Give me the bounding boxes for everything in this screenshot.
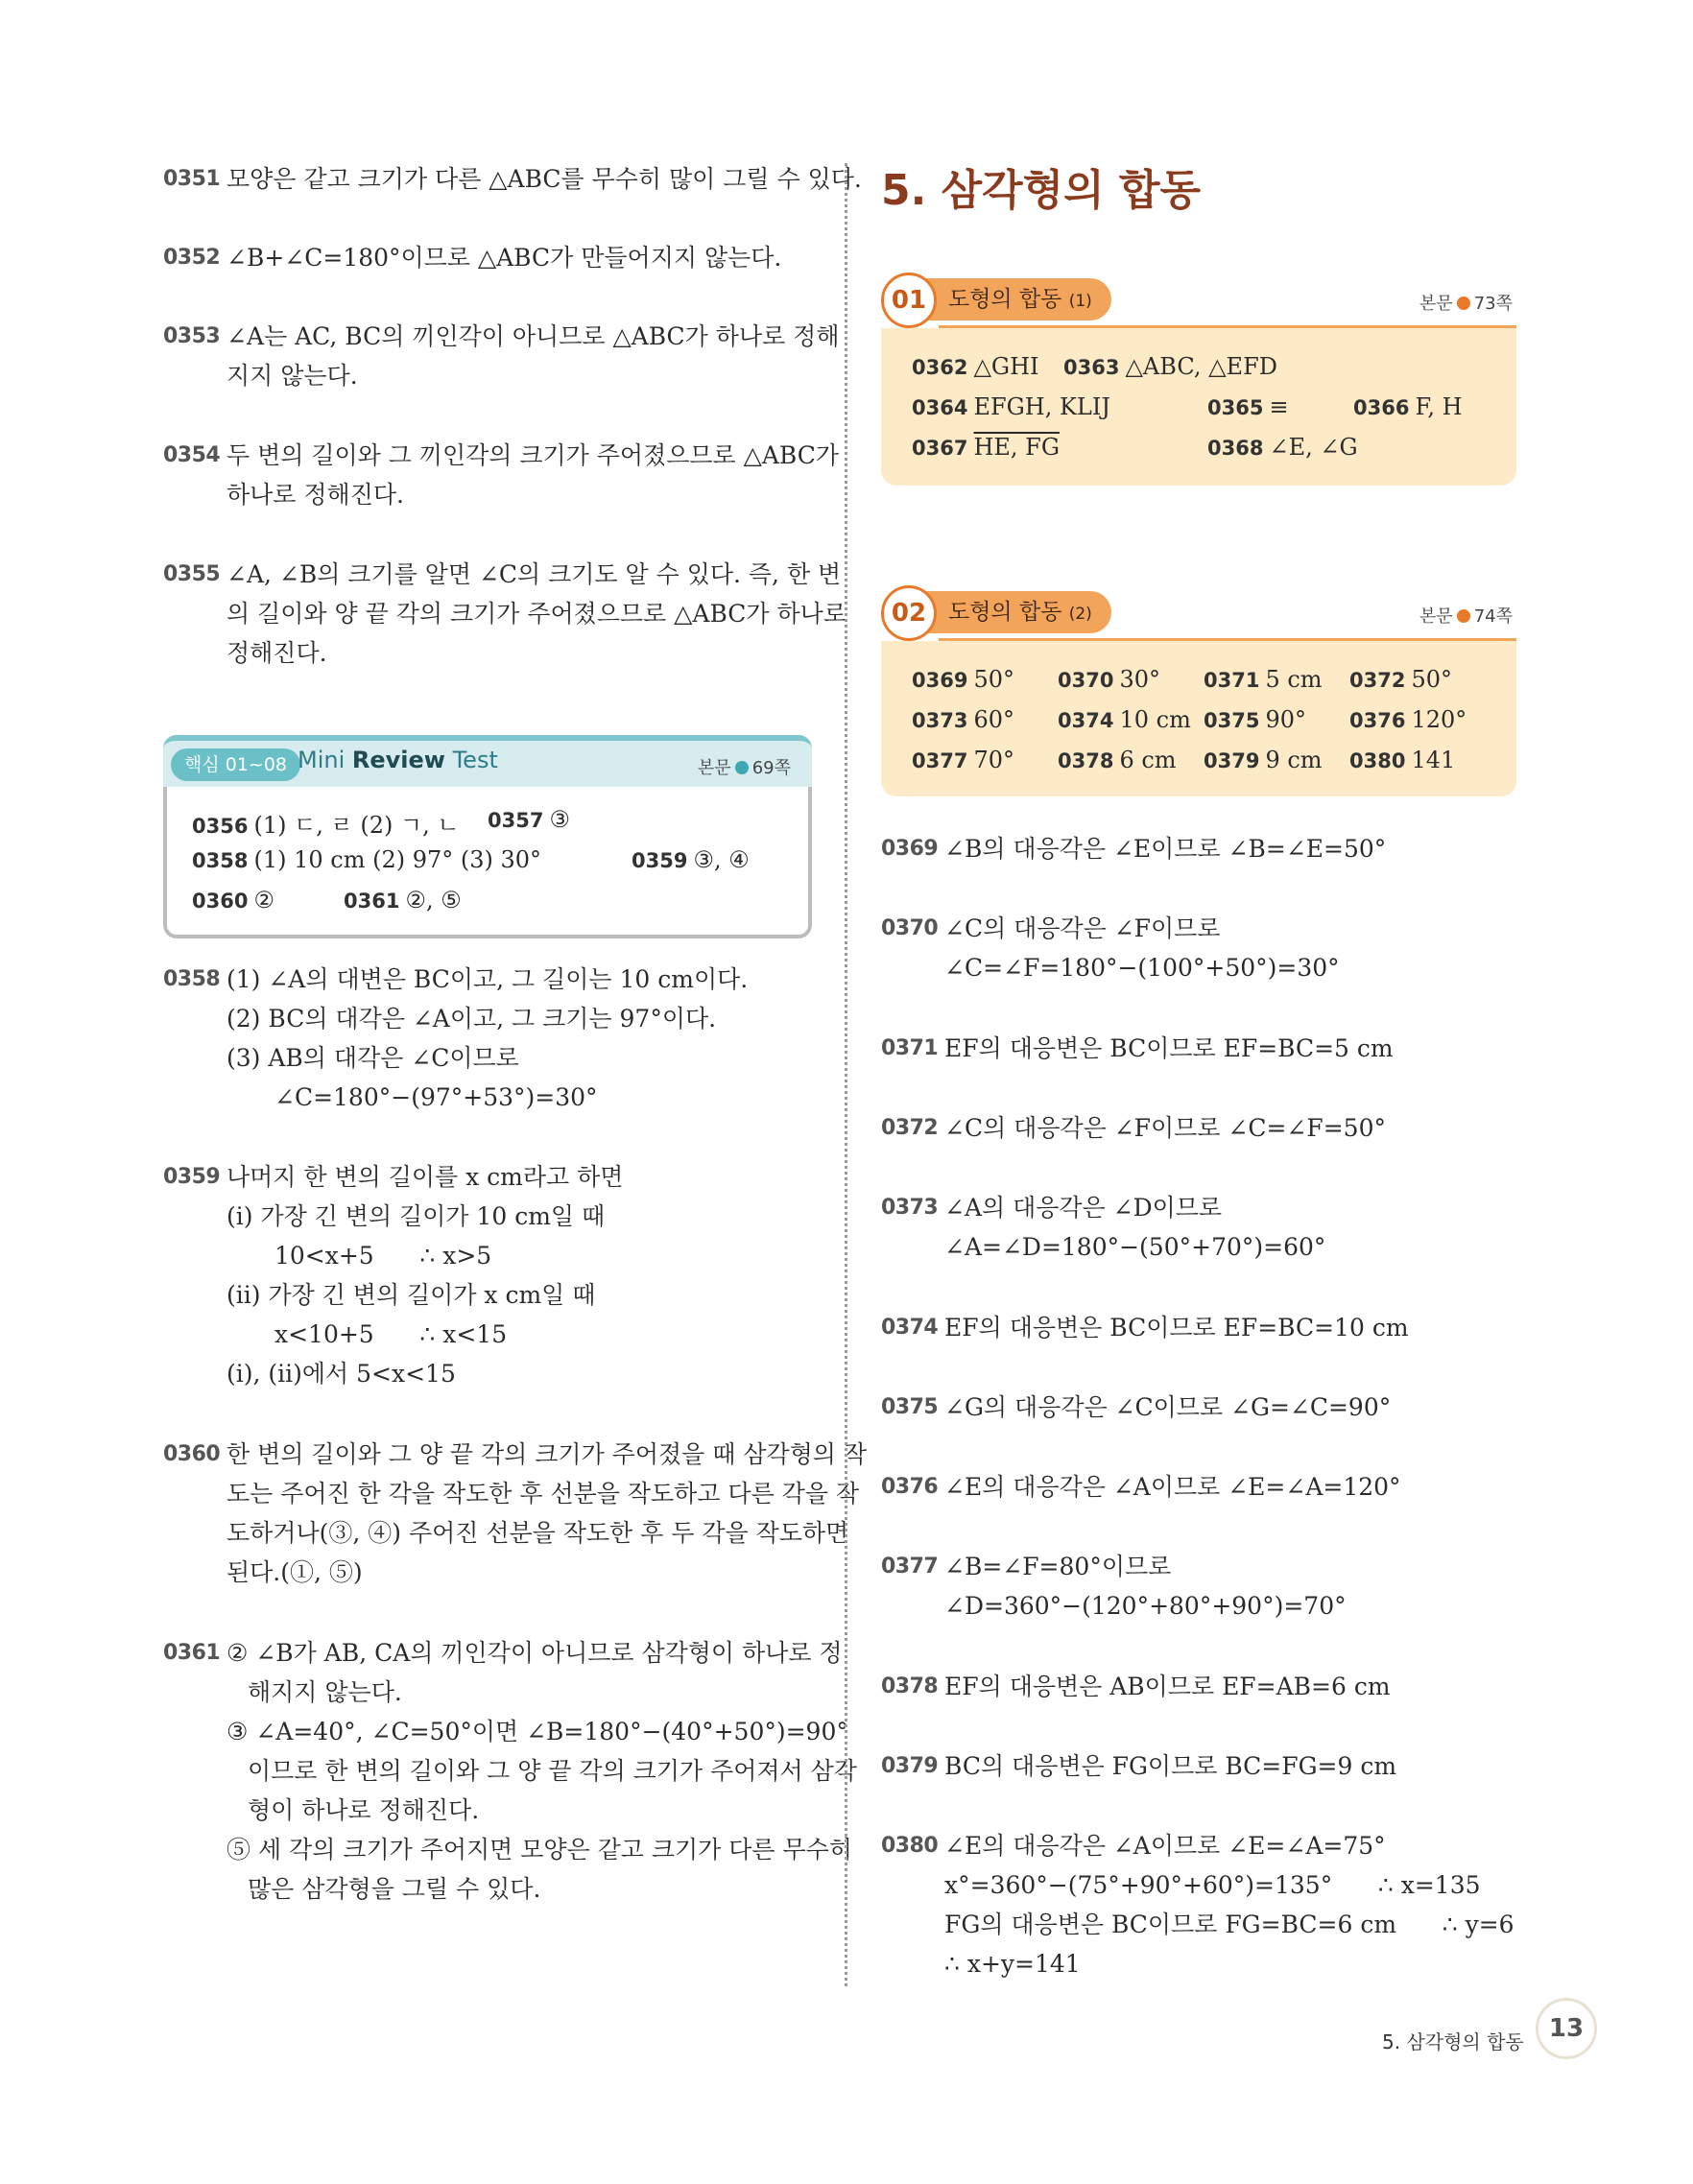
section-badge: 02 bbox=[881, 585, 937, 641]
arrow-circle-icon bbox=[735, 761, 749, 774]
solution-line: (i) 가장 긴 변의 길이가 10 cm일 때 bbox=[227, 1202, 606, 1230]
arrow-circle-icon bbox=[1457, 609, 1470, 623]
problem-number: 0377 bbox=[881, 1555, 939, 1579]
solution-line: EF의 대응변은 BC이므로 EF=BC=10 cm bbox=[944, 1314, 1409, 1341]
solution-line: ∠D=360°−(120°+80°+90°)=70° bbox=[944, 1592, 1347, 1620]
answer-cell: 0380 141 bbox=[1349, 747, 1456, 773]
problem-number: 0374 bbox=[881, 1316, 939, 1340]
solution-line: ∠C의 대응각은 ∠F이므로 ∠C=∠F=50° bbox=[944, 1114, 1386, 1142]
problem-number: 0370 bbox=[881, 916, 939, 940]
page-reference: 본문 73쪽 bbox=[1419, 294, 1513, 314]
solution-0351 bbox=[163, 159, 862, 199]
solution-line: ∠G의 대응각은 ∠C이므로 ∠G=∠C=90° bbox=[944, 1393, 1392, 1421]
solution-0378 bbox=[881, 1667, 1534, 1706]
mini-answer: 0359 ③, ④ bbox=[632, 846, 750, 873]
solution-0380 bbox=[881, 1826, 1534, 1983]
problem-number: 0351 bbox=[163, 167, 221, 191]
solution-0379 bbox=[881, 1746, 1534, 1786]
mini-review-tag: 핵심 01~08 bbox=[171, 748, 300, 781]
solution-line: ③ ∠A=40°, ∠C=50°이면 ∠B=180°−(40°+50°)=90° bbox=[227, 1718, 848, 1745]
solution-line: 한 변의 길이와 그 양 끝 각의 크기가 주어졌을 때 삼각형의 작 bbox=[227, 1440, 868, 1468]
solution-line: 해지지 않는다. bbox=[248, 1678, 402, 1706]
solution-line: 도하거나(③, ④) 주어진 선분을 작도한 후 두 각을 작도하면 bbox=[227, 1519, 849, 1547]
answer-cell: 0378 6 cm bbox=[1058, 747, 1177, 773]
solution-0352 bbox=[163, 238, 816, 277]
solution-line: 두 변의 길이와 그 끼인각의 크기가 주어졌으므로 △ABC가 bbox=[227, 441, 840, 469]
solution-0377 bbox=[881, 1547, 1534, 1626]
answer-cell: 0363 △ABC, △EFD bbox=[1063, 353, 1277, 380]
solution-0372 bbox=[881, 1108, 1534, 1148]
solution-0359 bbox=[163, 1157, 816, 1393]
problem-number: 0355 bbox=[163, 562, 221, 586]
solution-line: 된다.(①, ⑤) bbox=[227, 1558, 363, 1586]
solution-line: ∠E의 대응각은 ∠A이므로 ∠E=∠A=120° bbox=[944, 1473, 1401, 1501]
solution-0373 bbox=[881, 1188, 1534, 1267]
answer-cell: 0371 5 cm bbox=[1204, 666, 1323, 693]
solution-line: ∠A는 AC, BC의 끼인각이 아니므로 △ABC가 하나로 정해 bbox=[227, 322, 840, 350]
answer-cell: 0367 HE, FG bbox=[912, 434, 1060, 461]
footer-chapter: 5. 삼각형의 합동 bbox=[1382, 2030, 1524, 2053]
solution-line: ② ∠B가 AB, CA의 끼인각이 아니므로 삼각형이 하나로 정 bbox=[227, 1639, 843, 1667]
solution-line: EF의 대응변은 BC이므로 EF=BC=5 cm bbox=[944, 1034, 1394, 1062]
answer-cell: 0365 ≡ bbox=[1207, 393, 1289, 420]
answer-box-header-2 bbox=[881, 585, 1516, 641]
mini-review-header bbox=[163, 735, 812, 787]
solution-line: 이므로 한 변의 길이와 그 양 끝 각의 크기가 주어져서 삼각 bbox=[248, 1757, 857, 1785]
solution-line: (3) AB의 대각은 ∠C이므로 bbox=[227, 1044, 519, 1072]
solution-0353 bbox=[163, 317, 840, 395]
solution-line: (i), (ii)에서 5<x<15 bbox=[227, 1360, 456, 1388]
answer-cell: 0370 30° bbox=[1058, 666, 1160, 693]
answer-cell: 0377 70° bbox=[912, 747, 1014, 773]
solution-0371 bbox=[881, 1029, 1534, 1068]
answer-cell: 0364 EFGH, KLIJ bbox=[912, 393, 1110, 420]
problem-number: 0371 bbox=[881, 1036, 939, 1060]
mini-review-box bbox=[163, 735, 812, 938]
solution-line: EF의 대응변은 AB이므로 EF=AB=6 cm bbox=[944, 1673, 1391, 1700]
solution-line: ⑤ 세 각의 크기가 주어지면 모양은 같고 크기가 다른 무수히 bbox=[227, 1836, 852, 1864]
problem-number: 0376 bbox=[881, 1475, 939, 1499]
solution-line: 정해진다. bbox=[227, 639, 327, 667]
problem-number: 0372 bbox=[881, 1116, 939, 1140]
solution-line: 형이 하나로 정해진다. bbox=[248, 1796, 480, 1824]
solution-line: ∠C=∠F=180°−(100°+50°)=30° bbox=[944, 954, 1340, 982]
answer-box-2 bbox=[881, 641, 1516, 796]
solution-0355 bbox=[163, 555, 846, 673]
solution-line: 모양은 같고 크기가 다른 △ABC를 무수히 많이 그릴 수 있다. bbox=[227, 165, 862, 193]
mini-answer: 0357 ③ bbox=[488, 806, 570, 833]
problem-number: 0375 bbox=[881, 1395, 939, 1419]
page-number: 13 bbox=[1536, 1998, 1597, 2059]
solution-line: ∠A, ∠B의 크기를 알면 ∠C의 크기도 알 수 있다. 즉, 한 변 bbox=[227, 560, 842, 588]
answer-cell: 0368 ∠E, ∠G bbox=[1207, 434, 1358, 461]
section-badge: 01 bbox=[881, 273, 937, 328]
answer-cell: 0375 90° bbox=[1204, 706, 1306, 733]
mini-answer: 0360 ② bbox=[192, 887, 274, 914]
problem-number: 0369 bbox=[881, 837, 939, 861]
answer-cell: 0362 △GHI bbox=[912, 353, 1039, 380]
answer-box-header-1 bbox=[881, 273, 1516, 328]
solution-line: ∠B+∠C=180°이므로 △ABC가 만들어지지 않는다. bbox=[227, 244, 782, 272]
problem-number: 0380 bbox=[881, 1834, 939, 1858]
solution-line: ∴ x+y=141 bbox=[944, 1950, 1081, 1978]
solution-0369 bbox=[881, 829, 1534, 868]
solution-0354 bbox=[163, 436, 840, 514]
problem-number: 0358 bbox=[163, 967, 221, 991]
solution-line: x<10+5 ∴ x<15 bbox=[274, 1320, 508, 1348]
solution-line: 나머지 한 변의 길이를 x cm라고 하면 bbox=[227, 1163, 624, 1191]
problem-number: 0373 bbox=[881, 1196, 939, 1220]
solution-line: 하나로 정해진다. bbox=[227, 481, 404, 509]
solution-line: 많은 삼각형을 그릴 수 있다. bbox=[248, 1875, 541, 1903]
answer-cell: 0376 120° bbox=[1349, 706, 1467, 733]
answer-cell: 0366 F, H bbox=[1353, 393, 1463, 420]
problem-number: 0354 bbox=[163, 443, 221, 467]
solution-line: ∠C=180°−(97°+53°)=30° bbox=[274, 1083, 598, 1111]
problem-number: 0353 bbox=[163, 324, 221, 348]
solution-line: ∠C의 대응각은 ∠F이므로 bbox=[944, 914, 1221, 942]
answer-box-1 bbox=[881, 328, 1516, 486]
solution-line: (2) BC의 대각은 ∠A이고, 그 크기는 97°이다. bbox=[227, 1005, 717, 1033]
solution-0361 bbox=[163, 1633, 857, 1909]
solution-line: (ii) 가장 긴 변의 길이가 x cm일 때 bbox=[227, 1281, 596, 1309]
answer-cell: 0372 50° bbox=[1349, 666, 1452, 693]
solution-line: x°=360°−(75°+90°+60°)=135° ∴ x=135 bbox=[944, 1871, 1481, 1899]
solution-line: ∠E의 대응각은 ∠A이므로 ∠E=∠A=75° bbox=[944, 1832, 1386, 1860]
answer-cell: 0369 50° bbox=[912, 666, 1014, 693]
solution-0376 bbox=[881, 1467, 1534, 1507]
problem-number: 0359 bbox=[163, 1165, 221, 1189]
answer-cell: 0379 9 cm bbox=[1204, 747, 1323, 773]
answer-cell: 0373 60° bbox=[912, 706, 1014, 733]
arrow-circle-icon bbox=[1457, 297, 1470, 310]
mini-answer: 0358 (1) 10 cm (2) 97° (3) 30° bbox=[192, 846, 542, 873]
problem-number: 0378 bbox=[881, 1674, 939, 1698]
answer-cell: 0374 10 cm bbox=[1058, 706, 1191, 733]
solution-line: FG의 대응변은 BC이므로 FG=BC=6 cm ∴ y=6 bbox=[944, 1911, 1514, 1938]
mini-review-title: Mini Review Test bbox=[298, 747, 498, 773]
column-divider bbox=[845, 163, 847, 1986]
solution-line: (1) ∠A의 대변은 BC이고, 그 길이는 10 cm이다. bbox=[227, 965, 749, 993]
solution-0375 bbox=[881, 1388, 1534, 1427]
solution-line: 도는 주어진 한 각을 작도한 후 선분을 작도하고 다른 각을 작 bbox=[227, 1480, 860, 1507]
solution-line: 10<x+5 ∴ x>5 bbox=[274, 1242, 492, 1270]
problem-number: 0361 bbox=[163, 1641, 221, 1665]
page-reference: 본문 74쪽 bbox=[1419, 606, 1513, 627]
solution-line: ∠B=∠F=80°이므로 bbox=[944, 1553, 1172, 1580]
answer-box-label: 도형의 합동 (2) bbox=[919, 591, 1111, 633]
problem-number: 0352 bbox=[163, 246, 221, 270]
solution-line: BC의 대응변은 FG이므로 BC=FG=9 cm bbox=[944, 1752, 1397, 1780]
problem-number: 0360 bbox=[163, 1442, 221, 1466]
solution-line: ∠B의 대응각은 ∠E이므로 ∠B=∠E=50° bbox=[944, 835, 1387, 863]
solution-line: ∠A=∠D=180°−(50°+70°)=60° bbox=[944, 1233, 1326, 1261]
solution-0370 bbox=[881, 909, 1534, 987]
solution-0360 bbox=[163, 1435, 868, 1592]
mini-answer: 0361 ②, ⑤ bbox=[344, 887, 462, 914]
problem-number: 0379 bbox=[881, 1754, 939, 1778]
solution-line: 의 길이와 양 끝 각의 크기가 주어졌으므로 △ABC가 하나로 bbox=[227, 600, 846, 628]
solution-line: ∠A의 대응각은 ∠D이므로 bbox=[944, 1194, 1223, 1222]
page-reference: 본문 69쪽 bbox=[697, 758, 791, 778]
answer-box-label: 도형의 합동 (1) bbox=[919, 278, 1111, 320]
solution-0358 bbox=[163, 960, 816, 1117]
solution-line: 지지 않는다. bbox=[227, 362, 358, 390]
section-title: 5. 삼각형의 합동 bbox=[881, 166, 1201, 215]
mini-answer: 0356 (1) ㄷ, ㄹ (2) ㄱ, ㄴ bbox=[192, 812, 460, 839]
solution-0374 bbox=[881, 1308, 1534, 1347]
